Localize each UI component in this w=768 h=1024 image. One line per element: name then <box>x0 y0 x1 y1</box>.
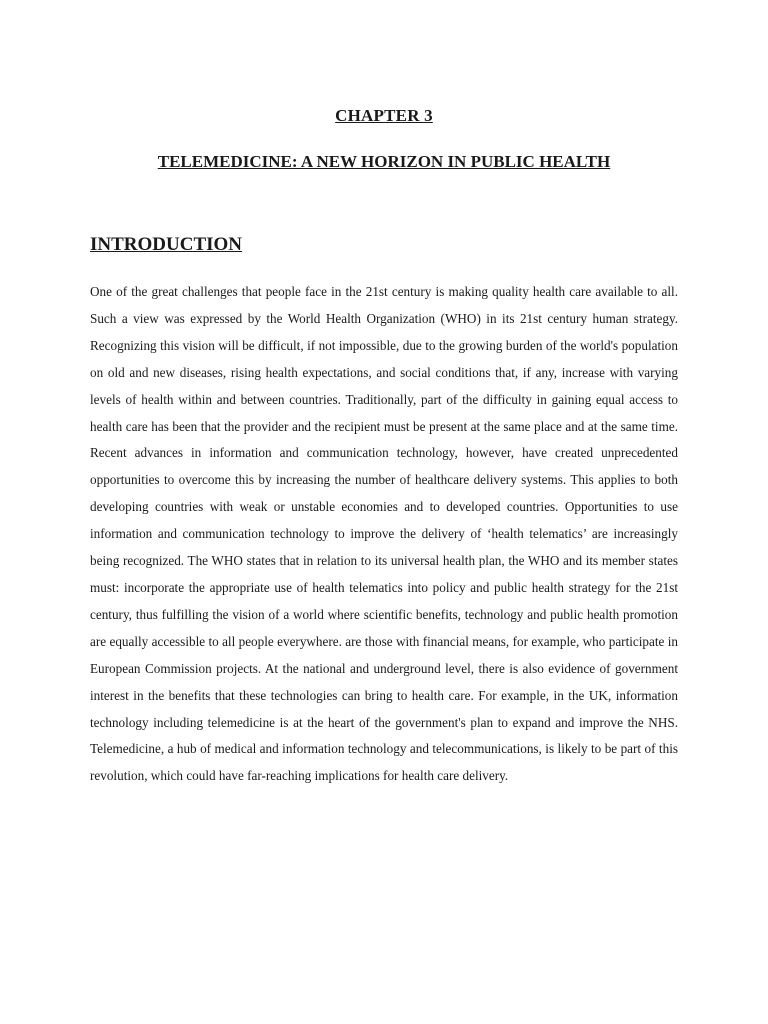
introduction-paragraph: One of the great challenges that people face in the 21st century is making quality health care available to all. Such a view was expressed by the World Health Organization (WHO) in its 21st century human strategy. Recognizing this vision will be difficult, if not impossible, due to the growing burden of the world's population on old and new diseases, rising health expectations, and social conditions that, if any, increase with varying levels of health within and between countries. Traditionally, part of the difficulty in gaining equal access to health care has been that the provider and the recipient must be present at the same place and at the same time. Recent advances in information and communication technology, however, have created unprecedented opportunities to overcome this by increasing the number of healthcare delivery systems. This applies to both developing countries with weak or unstable economies and to developed countries. Opportunities to use information and communication technology to improve the delivery of ‘health telematics’ are increasingly being recognized. The WHO states that in relation to its universal health plan, the WHO and its member states must: incorporate the appropriate use of health telematics into policy and public health strategy for the 21st century, thus fulfilling the vision of a world where scientific benefits, technology and public health promotion are equally accessible to all people everywhere. are those with financial means, for example, who participate in European Commission projects. At the national and underground level, there is also evidence of government interest in the benefits that these technologies can bring to health care. For example, in the UK, information technology including telemedicine is at the heart of the government's plan to expand and improve the NHS. Telemedicine, a hub of medical and information technology and telecommunications, is likely to be part of this revolution, which could have far-reaching implications for health care delivery. <box>90 284 678 784</box>
chapter-title: TELEMEDICINE: A NEW HORIZON IN PUBLIC HEALTH <box>157 152 611 171</box>
chapter-number: CHAPTER 3 <box>335 106 433 125</box>
section-heading: INTRODUCTION <box>90 234 243 255</box>
